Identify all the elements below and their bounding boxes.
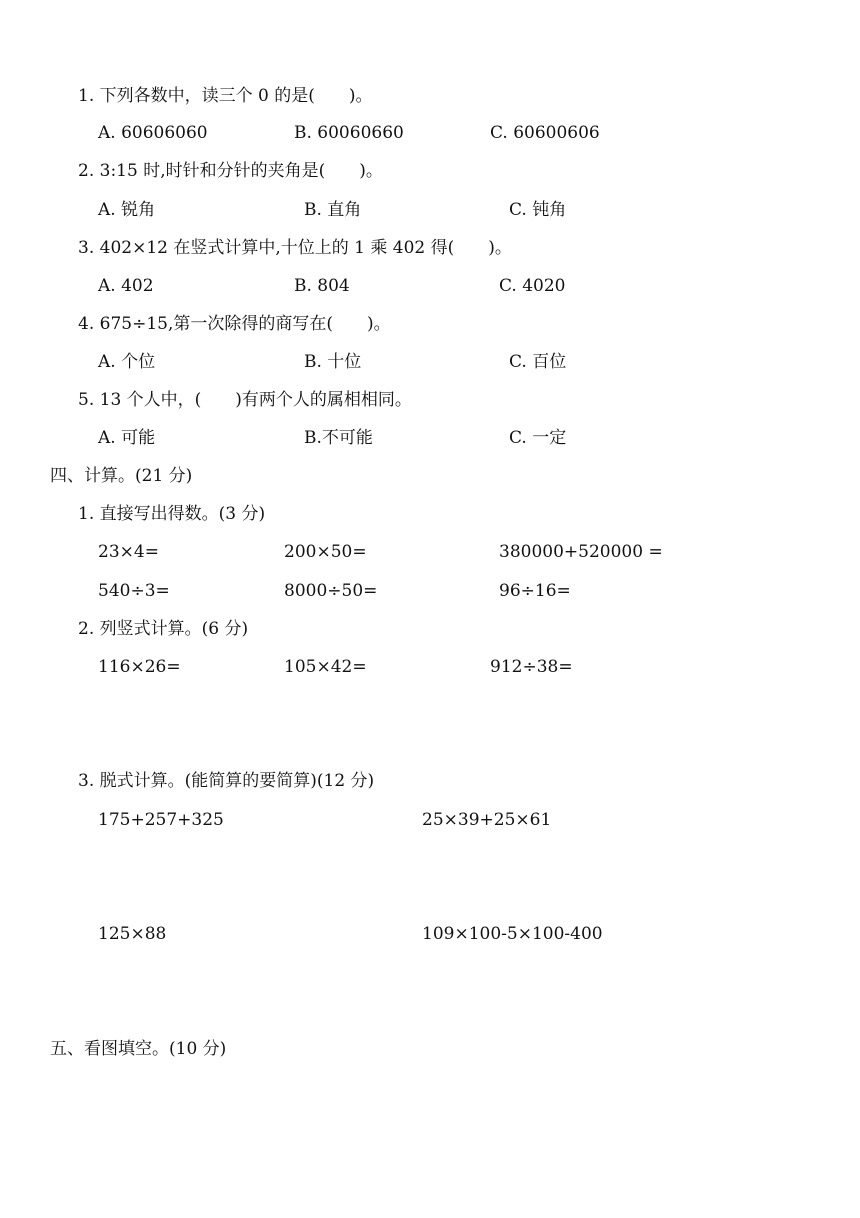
calc-q2-item: 116×26= — [98, 657, 181, 677]
question-3-option-b: B. 804 — [294, 276, 350, 296]
question-1-option-a: A. 60606060 — [98, 123, 208, 143]
question-1-option-b: B. 60060660 — [294, 123, 404, 143]
question-3-stem: 3. 402×12 在竖式计算中,十位上的 1 乘 402 得( )。 — [78, 238, 512, 258]
question-2-option-a: A. 锐角 — [98, 200, 156, 220]
calc-q1-item: 96÷16= — [499, 581, 571, 601]
calc-q1-item: 23×4= — [98, 542, 159, 562]
calc-q1-item: 380000+520000 = — [499, 542, 663, 562]
question-2-stem: 2. 3:15 时,时针和分针的夹角是( )。 — [78, 161, 383, 181]
question-4-stem: 4. 675÷15,第一次除得的商写在( )。 — [78, 314, 391, 334]
calc-q3-item: 109×100-5×100-400 — [422, 924, 603, 944]
question-5-option-c: C. 一定 — [509, 428, 567, 448]
question-4-option-a: A. 个位 — [98, 352, 156, 372]
question-5-option-a: A. 可能 — [98, 428, 156, 448]
calc-q1-item: 8000÷50= — [284, 581, 378, 601]
calc-q3-item: 25×39+25×61 — [422, 810, 552, 830]
calc-q3-item: 125×88 — [98, 924, 167, 944]
calc-q1-item: 200×50= — [284, 542, 367, 562]
question-3-option-a: A. 402 — [98, 276, 154, 296]
calc-q2-item: 912÷38= — [490, 657, 573, 677]
question-4-option-c: C. 百位 — [509, 352, 567, 372]
question-2-option-b: B. 直角 — [304, 200, 362, 220]
question-3-option-c: C. 4020 — [499, 276, 566, 296]
calc-q1-item: 540÷3= — [98, 581, 170, 601]
question-4-option-b: B. 十位 — [304, 352, 362, 372]
question-5-option-b: B.不可能 — [304, 428, 373, 448]
question-1-stem: 1. 下列各数中，读三个 0 的是( )。 — [78, 86, 373, 106]
calc-q2-title: 2. 列竖式计算。(6 分) — [78, 619, 249, 639]
question-5-stem: 5. 13 个人中，( )有两个人的属相相同。 — [78, 390, 412, 410]
calc-q2-item: 105×42= — [284, 657, 367, 677]
calc-q3-title: 3. 脱式计算。(能简算的要简算)(12 分) — [78, 771, 375, 791]
question-1-option-c: C. 60600606 — [490, 123, 600, 143]
question-2-option-c: C. 钝角 — [509, 200, 567, 220]
section-4-title: 四、计算。(21 分) — [50, 466, 193, 486]
calc-q3-item: 175+257+325 — [98, 810, 224, 830]
section-5-title: 五、看图填空。(10 分) — [50, 1039, 227, 1059]
calc-q1-title: 1. 直接写出得数。(3 分) — [78, 504, 266, 524]
